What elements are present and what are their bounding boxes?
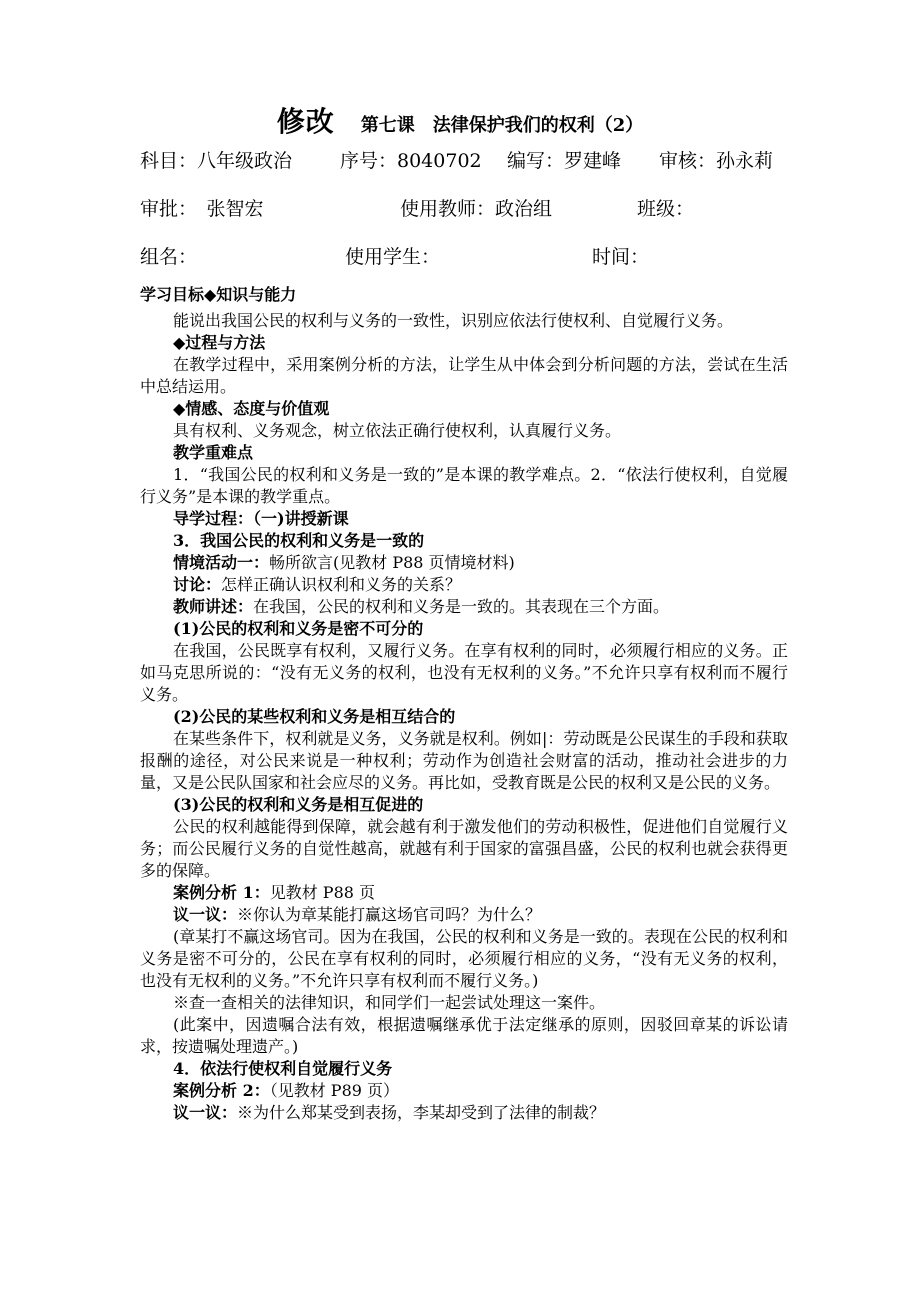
meta-student: 使用学生：: [345, 246, 441, 268]
case2-discuss-paragraph: [140, 1102, 788, 1124]
case1-label: 案例分析 1：: [173, 883, 270, 902]
keypoints-text: 1．“我国公民的权利和义务是一致的”是本课的教学难点。2．“依法行使权利，自觉履行义务”是本课的教学重点。: [140, 465, 788, 506]
title-lesson: 第七课 法律保护我们的权利（2）: [360, 115, 644, 136]
case1-text: 见教材 P88 页: [269, 883, 376, 902]
goals-heading: 学习目标◆知识与能力: [140, 285, 297, 304]
meta-row-2: [140, 194, 800, 221]
goals-knowledge-text: 能说出我国公民的权利与义务的一致性，识别应依法行使权利、自觉履行义务。: [173, 311, 734, 330]
case1-paragraph: [140, 882, 788, 904]
point1-text: 在我国，公民既享有权利，又履行义务。在享有权利的同时，必须履行相应的义务。正如马克思所说的：“没有无义务的权利，也没有无权利的义务。”不允许只享有权利而不履行义务。: [140, 641, 788, 704]
case2-paragraph: [140, 1080, 788, 1102]
meta-group: 组名：: [140, 246, 198, 268]
title-main: 修改: [276, 105, 335, 138]
case2-discuss-text: ※为什么郑某受到表扬，李某却受到了法律的制裁？: [237, 1103, 606, 1122]
meta-serial: 序号：8040702: [340, 150, 482, 172]
case1-discuss-text: ※你认为章某能打赢这场官司吗？为什么？: [237, 905, 542, 924]
guide-heading: 导学过程：（一)讲授新课: [173, 509, 349, 528]
teacher-label: 教师讲述：: [173, 597, 254, 616]
emotion-heading: ◆情感、态度与价值观: [173, 399, 330, 418]
case1-discuss-label: 议一议：: [173, 905, 238, 924]
discuss-text: 怎样正确认识权利和义务的关系？: [221, 575, 462, 594]
point1-heading: (1)公民的权利和义务是密不可分的: [173, 619, 424, 638]
keypoints-heading: 教学重难点: [173, 443, 254, 462]
process-heading: ◆过程与方法: [173, 333, 266, 352]
process-text: 在教学过程中，采用案例分析的方法，让学生从中体会到分析问题的方法，尝试在生活中总结运用。: [140, 355, 788, 396]
meta-teacher: 使用教师：政治组: [400, 198, 553, 220]
discuss-paragraph: [140, 574, 788, 596]
emotion-text: 具有权利、义务观念，树立依法正确行使权利，认真履行义务。: [173, 421, 622, 440]
point2-text: 在某些条件下，权利就是义务，义务就是权利。例如|：劳动既是公民谋生的手段和获取报酬的途径，对公民来说是一种权利；劳动作为创造社会财富的活动，推动社会进步的力量，又是公民队国家和社会应尽的义务。再比如，受教育既是公民的权利又是公民的义务。: [140, 729, 788, 792]
section3-heading: 3．我国公民的权利和义务是一致的: [173, 531, 425, 550]
case2-discuss-label: 议一议：: [173, 1103, 238, 1122]
case2-label: 案例分析 2：: [173, 1081, 270, 1100]
meta-approver: 审批： 张智宏: [140, 198, 264, 220]
point2-heading: (2)公民的某些权利和义务是相互结合的: [173, 707, 456, 726]
case1-answer: (章某打不赢这场官司。因为在我国，公民的权利和义务是一致的。表现在公民的权利和义务是密不可分的，公民在享有权利的同时，必须履行相应的义务，“没有无义务的权利，也没有无权利的义务。”不允许只享有权利而不履行义务。): [140, 927, 788, 990]
activity1-text: 畅所欲言(见教材 P88 页情境材料): [269, 553, 515, 572]
section4-heading: 4．依法行使权利自觉履行义务: [173, 1059, 393, 1078]
meta-author: 编写：罗建峰: [507, 150, 622, 172]
meta-class: 班级：: [637, 198, 695, 220]
document-title: [0, 100, 920, 140]
document-body: [140, 284, 788, 1124]
teacher-paragraph: [140, 596, 788, 618]
meta-row-1: [140, 146, 800, 173]
meta-row-3: [140, 242, 800, 269]
meta-reviewer: 审核：孙永莉: [659, 150, 774, 172]
case1-check-answer: (此案中，因遗嘱合法有效，根据遗嘱继承优于法定继承的原则，因驳回章某的诉讼请求，按遗嘱处理遗产。): [140, 1015, 788, 1056]
meta-subject: 科目：八年级政治: [140, 150, 293, 172]
point3-text: 公民的权利越能得到保障，就会越有利于激发他们的劳动积极性，促进他们自觉履行义务；而公民履行义务的自觉性越高，就越有利于国家的富强昌盛，公民的权利也就会获得更多的保障。: [140, 817, 788, 880]
discuss-label: 讨论：: [173, 575, 222, 594]
point3-heading: (3)公民的权利和义务是相互促进的: [173, 795, 424, 814]
case1-discuss-paragraph: [140, 904, 788, 926]
activity1-label: 情境活动一：: [173, 553, 270, 572]
meta-time: 时间：: [592, 246, 650, 268]
activity1-paragraph: [140, 552, 788, 574]
case2-text: （见教材 P89 页）: [269, 1081, 400, 1100]
teacher-text: 在我国，公民的权利和义务是一致的。其表现在三个方面。: [253, 597, 670, 616]
case1-check: ※查一查相关的法律知识，和同学们一起尝试处理这一案件。: [173, 993, 606, 1012]
